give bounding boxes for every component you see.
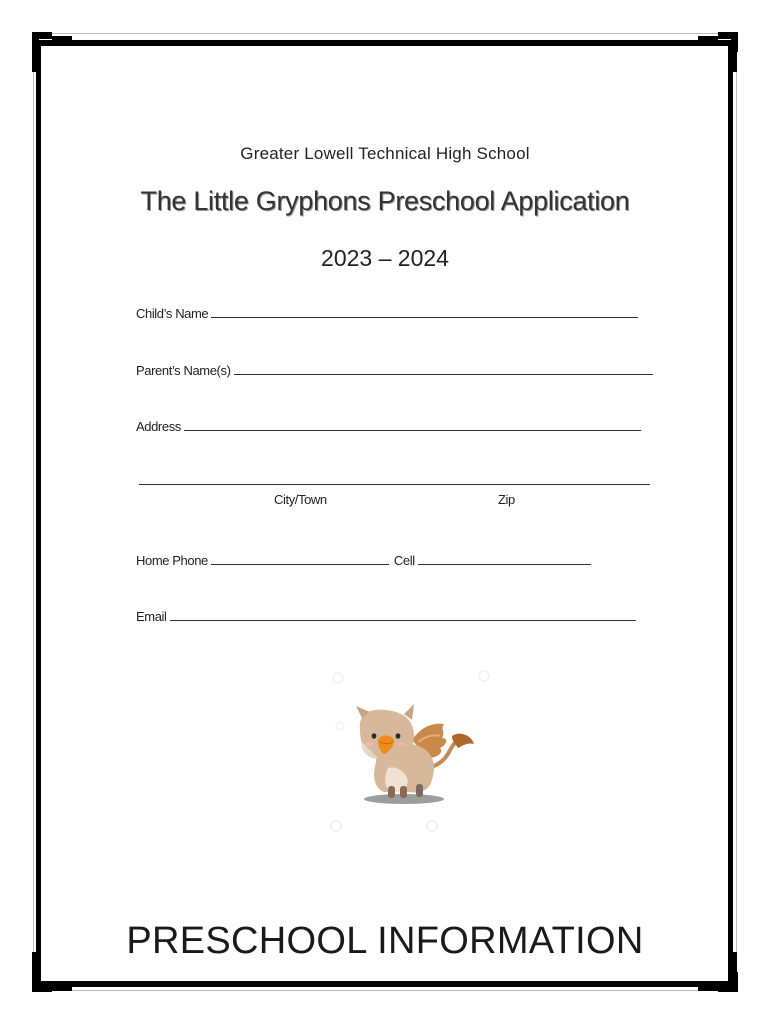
parent-name-field	[136, 358, 653, 378]
parent-name-label: Parent’s Name(s)	[136, 363, 231, 378]
border-notch	[32, 52, 36, 72]
child-name-line[interactable]	[211, 316, 638, 318]
address-field	[136, 414, 641, 434]
border-notch	[698, 987, 718, 991]
home-phone-label: Home Phone	[136, 553, 208, 568]
child-name-field	[136, 301, 638, 321]
address-line[interactable]	[184, 429, 641, 431]
parent-name-line[interactable]	[234, 373, 653, 375]
school-year: 2023 – 2024	[321, 245, 449, 271]
city-zip-line[interactable]	[139, 484, 650, 485]
border-notch	[733, 52, 737, 72]
border-notch	[698, 36, 718, 40]
page-title: The Little Gryphons Preschool Application	[140, 186, 630, 216]
school-name: Greater Lowell Technical High School	[240, 144, 530, 163]
cell-label: Cell	[393, 553, 415, 568]
phone-field	[136, 548, 591, 568]
cell-line[interactable]	[418, 563, 591, 565]
zip-label: Zip	[498, 492, 515, 507]
email-label: Email	[136, 609, 167, 624]
city-label: City/Town	[274, 492, 327, 507]
address-label: Address	[136, 419, 181, 434]
home-phone-line[interactable]	[211, 563, 389, 565]
child-name-label: Child’s Name	[136, 306, 209, 321]
section-title: PRESCHOOL INFORMATION	[126, 920, 644, 962]
border-notch	[52, 987, 72, 991]
gryphon-mascot-icon	[300, 650, 520, 850]
email-field	[136, 604, 636, 624]
border-notch	[52, 36, 72, 40]
email-line[interactable]	[170, 619, 636, 621]
